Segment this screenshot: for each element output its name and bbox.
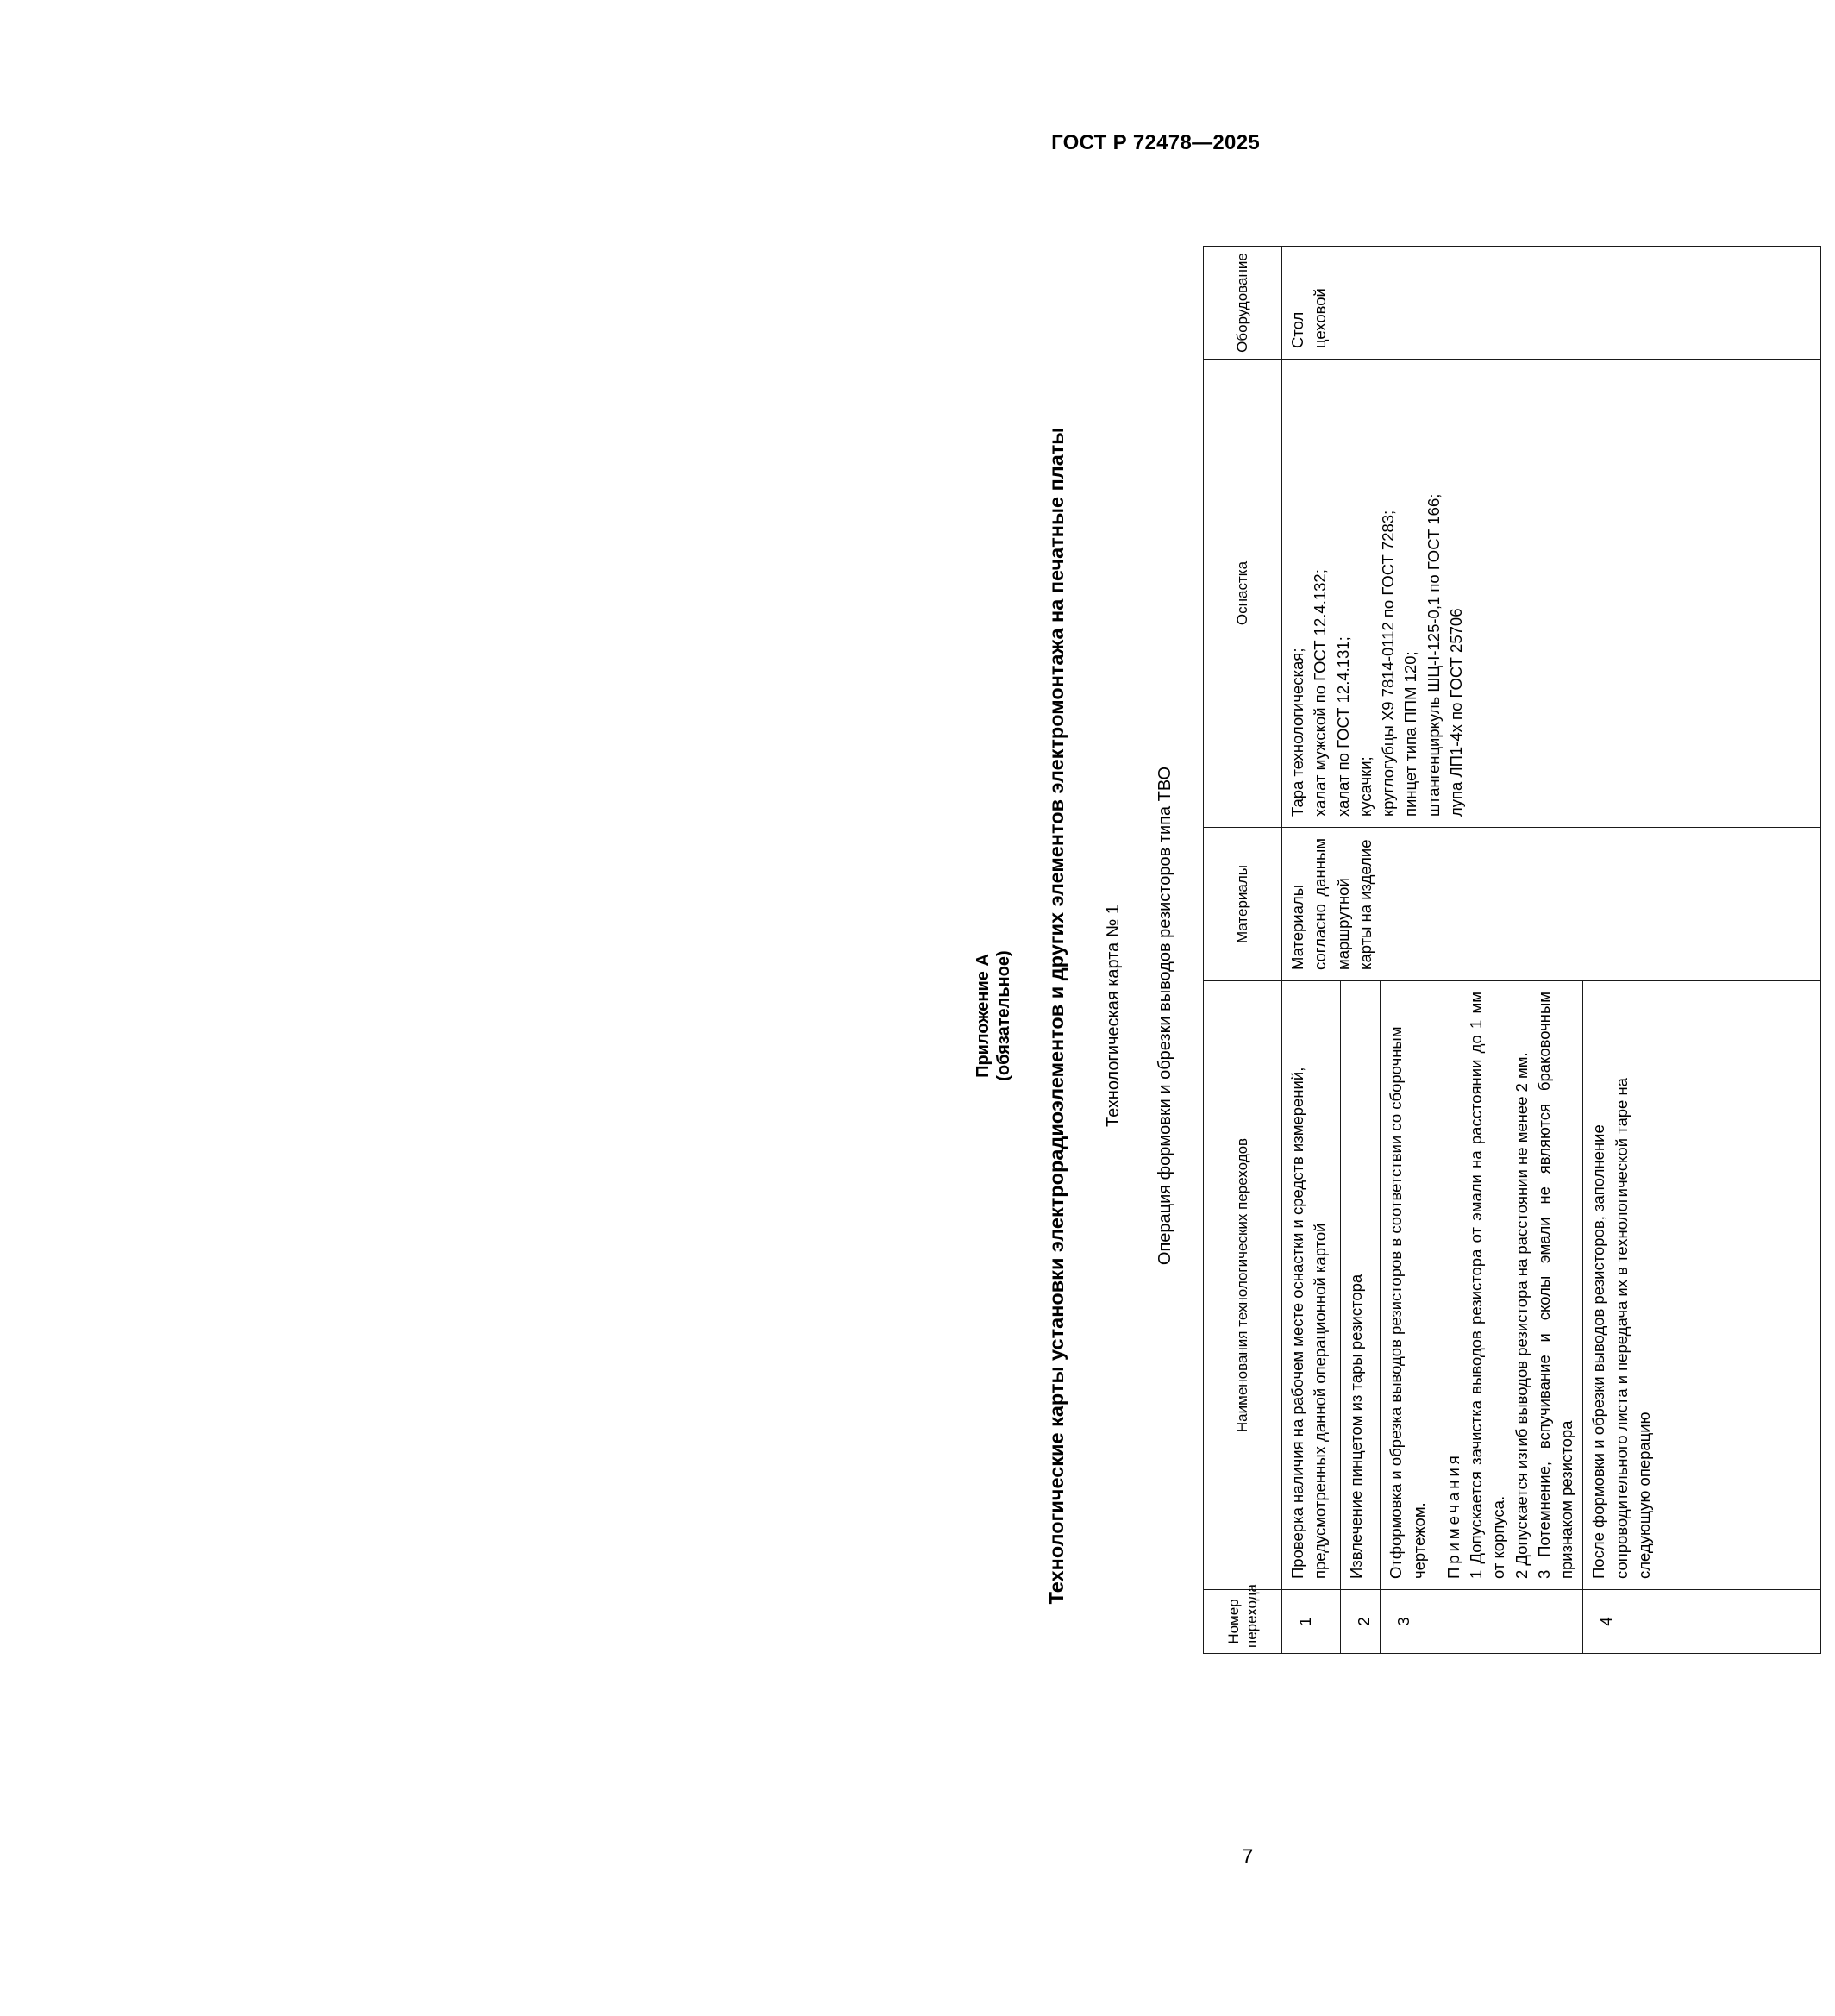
column-header-step-number: Номер перехода — [1204, 1590, 1282, 1654]
step-text: Отформовка и обрезка выводов резисторов в соответствии со сборочным чертежом. — [1387, 1026, 1428, 1579]
card-title: Технологическая карта № 1 — [1104, 905, 1123, 1127]
note-item: 2 Допускается изгиб выводов резистора на расстоянии не менее 2 мм. — [1512, 1052, 1531, 1579]
annex-label: Приложение А — [974, 954, 993, 1078]
tooling-item: лупа ЛП1-4х по ГОСТ 25706 — [1446, 608, 1465, 817]
step-description — [1381, 981, 1583, 1590]
equipment-cell: Стол цеховой — [1282, 247, 1821, 360]
column-header-materials: Материалы — [1204, 828, 1282, 981]
notes-heading: Примечания — [1444, 1452, 1462, 1579]
step-number: 2 — [1341, 1590, 1381, 1654]
step-description: После формовки и обрезки выводов резисторов, заполнение сопроводительного листа и передача их в технологической таре на следующую операцию — [1583, 981, 1821, 1590]
step-number: 1 — [1282, 1590, 1341, 1654]
column-header-tooling: Оснастка — [1204, 360, 1282, 828]
tooling-cell — [1282, 360, 1821, 828]
technology-card-table — [1203, 246, 1821, 1654]
materials-cell: Материалы согласно данным маршрутной карты на изделие — [1282, 828, 1821, 981]
step-description: Проверка наличия на рабочем месте оснастки и средств измерений, предусмотренных данной операционной картой — [1282, 981, 1341, 1590]
annex-title: Технологические карты установки электрорадиоэлементов и других элементов электромонтажа на печатные платы — [1045, 427, 1068, 1605]
tooling-item: халат по ГОСТ 12.4.131; — [1333, 636, 1352, 817]
tooling-item: круглогубцы Х9 7814-0112 по ГОСТ 7283; — [1379, 510, 1398, 817]
tooling-item: Тара технологическая; — [1288, 648, 1306, 817]
step-number: 3 — [1381, 1590, 1583, 1654]
tooling-item: пинцет типа ППМ 120; — [1401, 651, 1420, 817]
landscape-content — [973, 224, 1835, 1807]
annex-heading — [973, 224, 1015, 1807]
step-number: 4 — [1583, 1590, 1821, 1654]
note-item: 1 Допускается зачистка выводов резистора от эмали на расстоянии до 1 мм от корпуса. — [1467, 992, 1508, 1579]
column-header-steps: Наименования технологических переходов — [1204, 981, 1282, 1590]
table-header-row — [1204, 247, 1282, 1654]
standard-code: ГОСТ Р 72478—2025 — [1051, 131, 1260, 154]
column-header-equipment: Оборудование — [1204, 247, 1282, 360]
operation-title: Операция формовки и обрезки выводов резисторов типа ТВО — [1155, 766, 1174, 1266]
note-item: 3 Потемнение, вспучивание и сколы эмали не являются браковочным признаком резистора — [1534, 992, 1576, 1579]
step-description: Извлечение пинцетом из тары резистора — [1341, 981, 1381, 1590]
table-row — [1282, 247, 1341, 1654]
tooling-item: штангенциркуль ШЦ-I-125-0,1 по ГОСТ 166; — [1424, 493, 1443, 817]
page-number: 7 — [1242, 1845, 1254, 1869]
annex-status: (обязательное) — [994, 950, 1014, 1081]
tooling-item: кусачки; — [1356, 756, 1375, 817]
tooling-item: халат мужской по ГОСТ 12.4.132; — [1311, 569, 1330, 817]
